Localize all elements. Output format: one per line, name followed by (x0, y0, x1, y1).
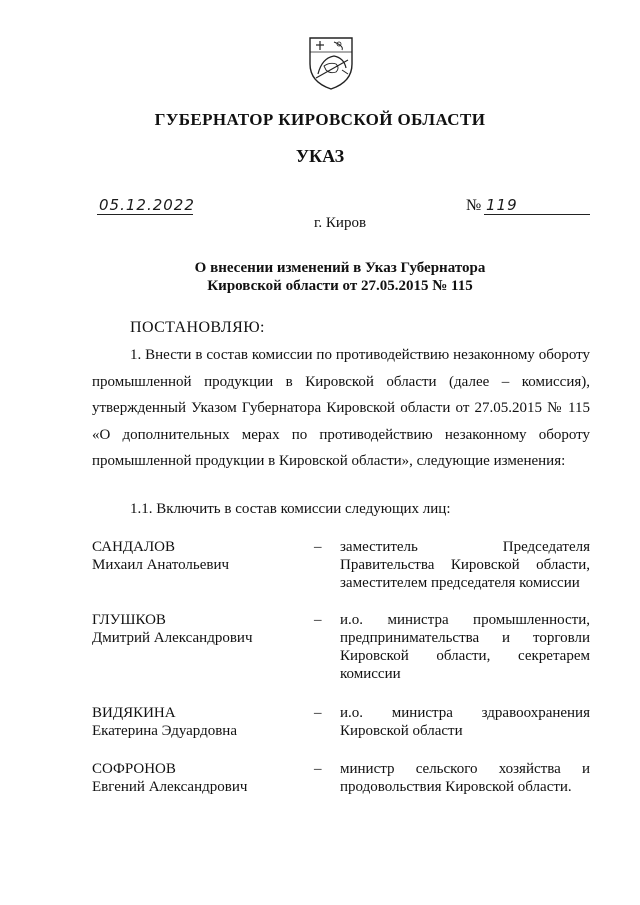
city: г. Киров (313, 215, 367, 231)
paragraph-1: 1. Внести в состав комиссии по противодействию незаконному обороту промышленной продукции в Кировской области (далее – комиссия), утвержденный Указом Губернатора Кировской области от 27.05.2015 № 115 «О дополнительных мерах по противодействию незаконному обороту промышленной продукции в Кировской области», следующие изменения: (92, 347, 590, 470)
member-dash: – (314, 705, 322, 721)
member-name: Дмитрий Александрович (92, 630, 253, 646)
member-surname: СОФРОНОВ (92, 761, 176, 777)
member-dash: – (314, 539, 322, 555)
member-surname: САНДАЛОВ (92, 539, 175, 555)
number-field (484, 196, 590, 215)
subject-line-2: Кировской области от 27.05.2015 № 115 (207, 278, 473, 294)
paragraph-1-1: 1.1. Включить в состав комиссии следующих лиц: (130, 501, 451, 517)
subject-line-1: О внесении изменений в Указ Губернатора (194, 260, 486, 276)
member-role: заместитель Председателя Правительства Кировской области, заместителем председателя комиссии (340, 539, 590, 591)
number-value: 119 (486, 196, 518, 214)
member-name: Михаил Анатольевич (92, 557, 230, 573)
date-value: 05.12.2022 (99, 196, 195, 214)
member-role: министр сельского хозяйства и продовольствия Кировской области. (340, 761, 590, 795)
document-type: УКАЗ (295, 146, 345, 166)
member-surname: ГЛУШКОВ (92, 612, 166, 628)
document-subject (0, 259, 640, 295)
postanovlyayu-heading: ПОСТАНОВЛЯЮ: (130, 319, 265, 336)
governor-title: ГУБЕРНАТОР КИРОВСКОЙ ОБЛАСТИ (154, 110, 486, 129)
date-field (97, 196, 193, 215)
member-dash: – (314, 612, 322, 628)
coat-of-arms-icon (304, 34, 358, 92)
member-role: и.о. министра здравоохранения Кировской области (340, 705, 590, 739)
member-name: Екатерина Эдуардовна (92, 723, 237, 739)
member-dash: – (314, 761, 322, 777)
number-sign: № (466, 197, 482, 214)
member-surname: ВИДЯКИНА (92, 705, 176, 721)
member-role: и.о. министра промышленности, предпринимательства и торговли Кировской области, секретарем комиссии (340, 612, 590, 682)
member-name: Евгений Александрович (92, 779, 248, 795)
